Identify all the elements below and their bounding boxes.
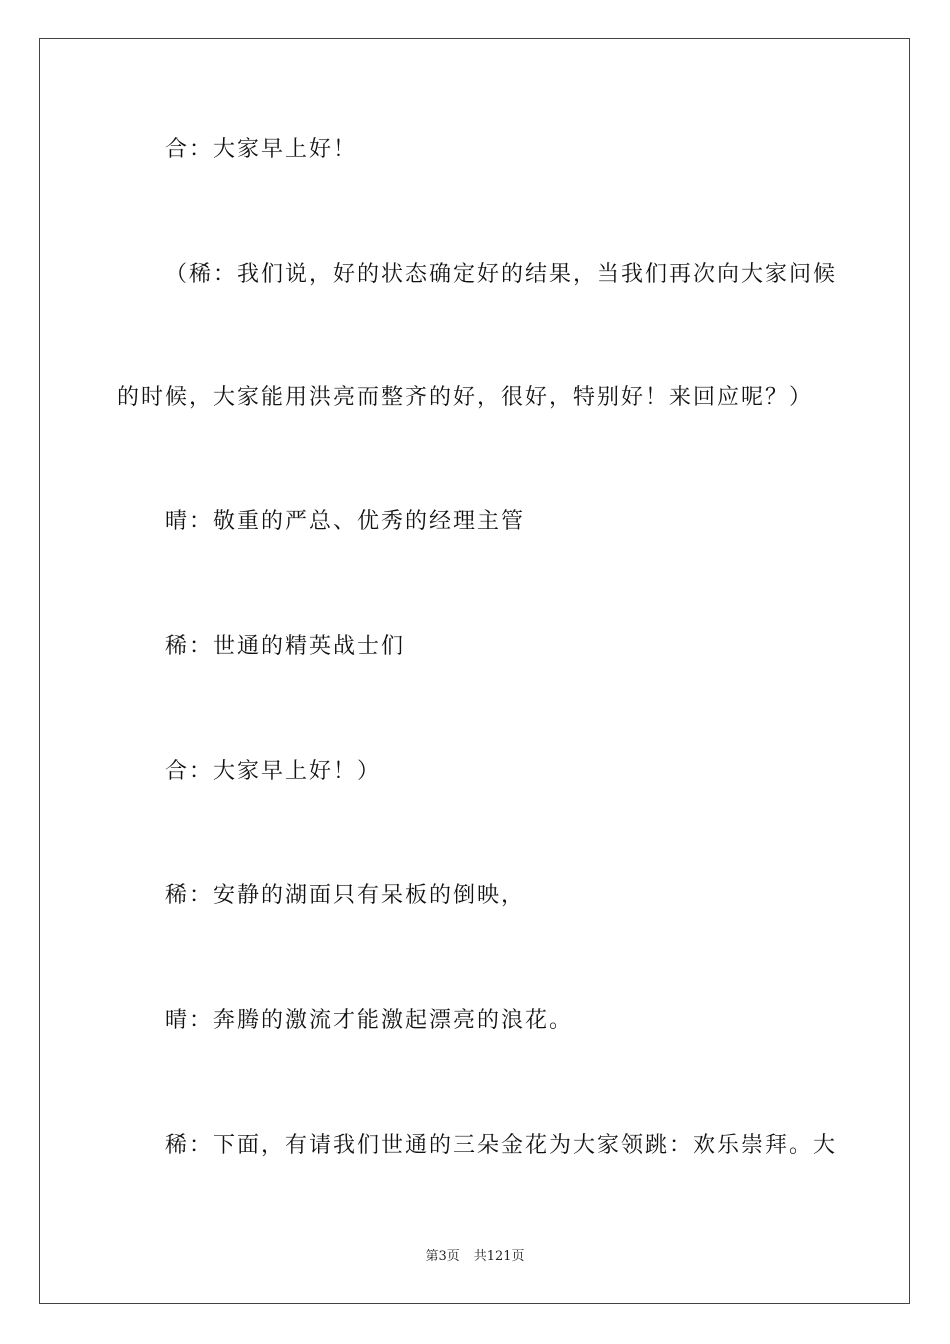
text-line: 的时候，大家能用洪亮而整齐的好，很好，特别好！来回应呢？） [117,385,814,410]
text-line: 晴：奔腾的激流才能激起漂亮的浪花。 [165,1008,574,1033]
page-number: 第3页 [425,1249,460,1264]
text-line: 稀：安静的湖面只有呆板的倒映， [165,883,526,908]
page-total: 共121页 [473,1249,525,1264]
text-line: 合：大家早上好！） [165,759,382,784]
text-line: 晴：敬重的严总、优秀的经理主管 [165,509,526,534]
page-border [39,38,910,1304]
page-footer [0,1248,950,1266]
text-line: 稀：下面，有请我们世通的三朵金花为大家领跳：欢乐崇拜。大 [165,1133,838,1158]
text-line: 合：大家早上好！ [165,137,358,162]
text-line: 稀：世通的精英战士们 [165,634,406,659]
text-line: （稀：我们说，好的状态确定好的结果，当我们再次向大家问候 [165,262,838,287]
